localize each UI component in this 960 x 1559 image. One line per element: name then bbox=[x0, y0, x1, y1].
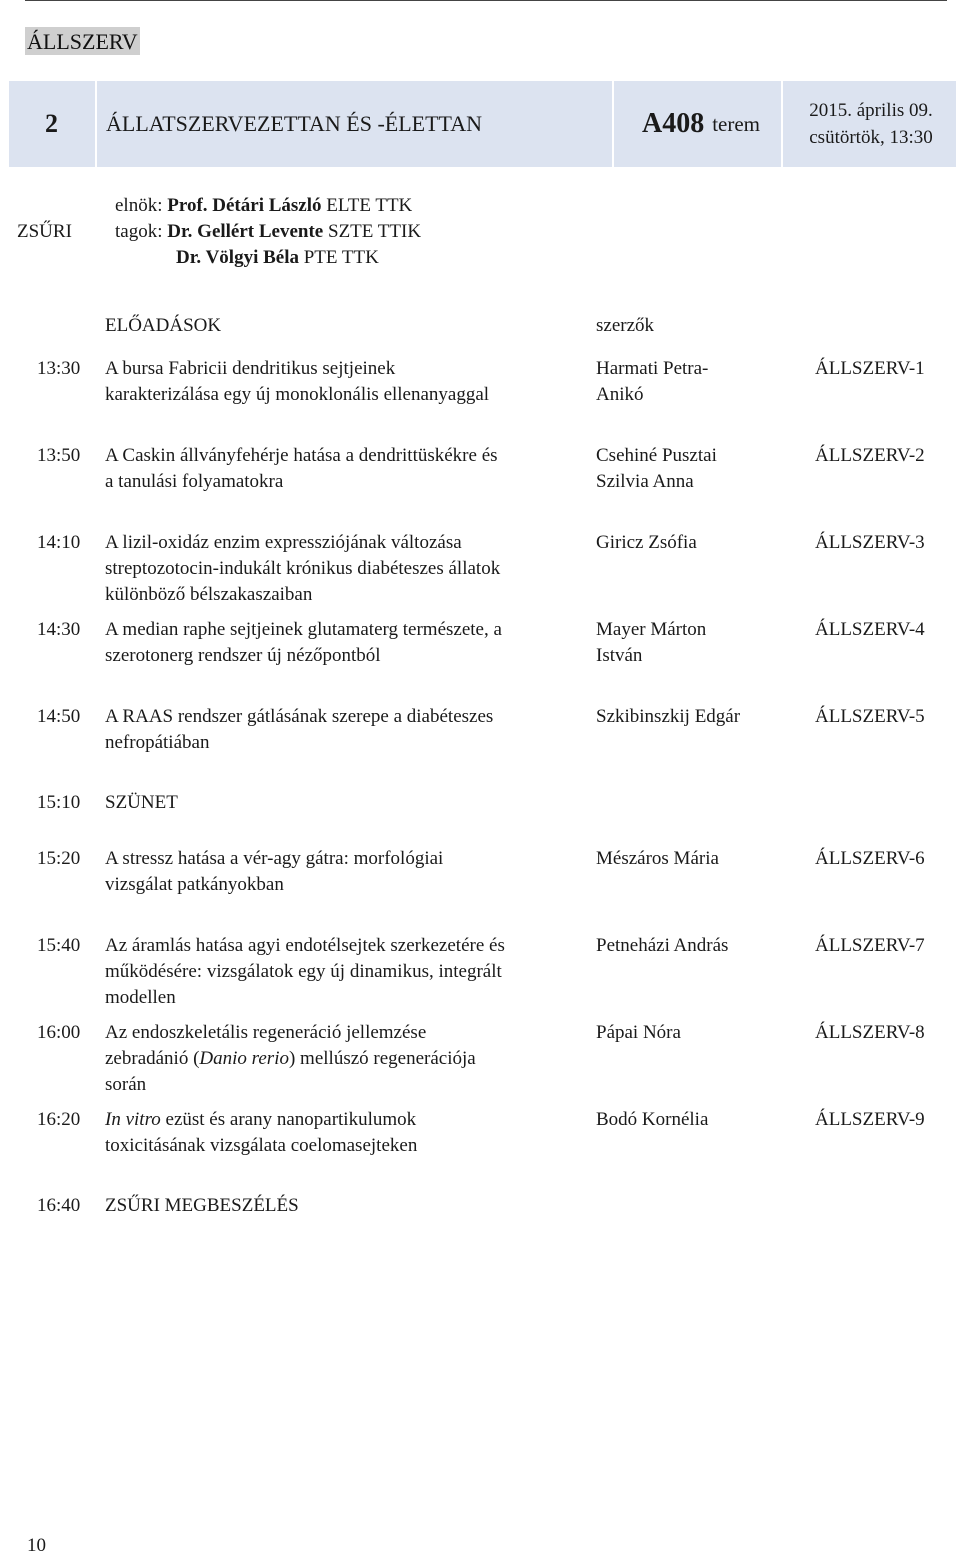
talk-code: ÁLLSZERV-7 bbox=[815, 935, 925, 956]
talk-time: 16:20 bbox=[37, 1109, 81, 1130]
talk-authors bbox=[596, 443, 796, 495]
talk-title bbox=[105, 933, 580, 1011]
section-title: ÁLLATSZERVEZETTAN ÉS -ÉLETTAN bbox=[106, 111, 482, 136]
room-word: terem bbox=[712, 112, 761, 136]
talk-title-line: A lizil-oxidáz enzim expressziójának változása bbox=[105, 532, 462, 553]
jury-list bbox=[115, 193, 421, 271]
talk-time: 14:10 bbox=[37, 532, 81, 553]
column-header-authors: szerzők bbox=[596, 315, 655, 336]
talk-title-line: A RAAS rendszer gátlásának szerepe a diabéteszes bbox=[105, 706, 494, 727]
talk-time: 16:00 bbox=[37, 1022, 81, 1043]
talk-authors bbox=[596, 933, 796, 959]
talk-title-line: toxicitásának vizsgálata coelomasejteken bbox=[105, 1135, 418, 1156]
jury-chair-name: Prof. Détári László bbox=[167, 195, 322, 216]
species-name: Danio rerio bbox=[199, 1048, 289, 1069]
talk-author-line: Szkibinszkij Edgár bbox=[596, 706, 741, 727]
talk-title bbox=[105, 1020, 580, 1098]
talk-title-line: modellen bbox=[105, 987, 176, 1008]
latin-term: In vitro bbox=[105, 1109, 161, 1130]
talk-code: ÁLLSZERV-5 bbox=[815, 706, 925, 727]
jury-chair bbox=[115, 193, 421, 219]
talk-code: ÁLLSZERV-1 bbox=[815, 358, 925, 379]
page-number: 10 bbox=[27, 1535, 46, 1556]
jury-meeting-label: ZSŰRI MEGBESZÉLÉS bbox=[105, 1195, 299, 1216]
break-label: SZÜNET bbox=[105, 792, 178, 813]
talk-title-line: különböző bélszakaszaiban bbox=[105, 584, 313, 605]
talk-author-line: Bodó Kornélia bbox=[596, 1109, 709, 1130]
jury-meeting-time: 16:40 bbox=[37, 1195, 81, 1216]
jury-chair-prefix: elnök: bbox=[115, 195, 163, 216]
talk-title bbox=[105, 443, 580, 495]
talk-time: 13:50 bbox=[37, 445, 81, 466]
talk-title-line: streptozotocin-indukált krónikus diabéteszes állatok bbox=[105, 558, 501, 579]
talk-time: 14:50 bbox=[37, 706, 81, 727]
talk-code: ÁLLSZERV-2 bbox=[815, 445, 925, 466]
talk-title-line: során bbox=[105, 1074, 147, 1095]
jury-members-prefix: tagok: bbox=[115, 221, 163, 242]
talk-title-line: karakterizálása egy új monoklonális ellenanyaggal bbox=[105, 384, 490, 405]
talk-author-line: Mayer Márton bbox=[596, 619, 707, 640]
session-date: 2015. április 09. bbox=[809, 100, 933, 121]
talk-title-line: A bursa Fabricii dendritikus sejtjeinek bbox=[105, 358, 396, 379]
column-header-talks: ELŐADÁSOK bbox=[105, 315, 222, 336]
talk-authors bbox=[596, 704, 796, 730]
talk-title bbox=[105, 1107, 580, 1159]
talk-title bbox=[105, 846, 580, 898]
talk-title-line: működésére: vizsgálatok egy új dinamikus, integrált bbox=[105, 961, 502, 982]
talk-title bbox=[105, 530, 580, 608]
talk-authors bbox=[596, 356, 796, 408]
talk-time: 15:20 bbox=[37, 848, 81, 869]
talk-title-line: A Caskin állványfehérje hatása a dendrittüskékre és bbox=[105, 445, 498, 466]
talk-title-line: vizsgálat patkányokban bbox=[105, 874, 284, 895]
talk-author-line: Giricz Zsófia bbox=[596, 532, 697, 553]
talk-title-line: A stressz hatása a vér-agy gátra: morfológiai bbox=[105, 848, 444, 869]
talk-author-line: István bbox=[596, 645, 643, 666]
talk-author-line: Szilvia Anna bbox=[596, 471, 694, 492]
talk-title-line: a tanulási folyamatokra bbox=[105, 471, 284, 492]
jury-chair-inst: ELTE TTK bbox=[326, 195, 413, 216]
talk-author-line: Csehiné Pusztai bbox=[596, 445, 717, 466]
talk-time: 15:40 bbox=[37, 935, 81, 956]
jury-member bbox=[115, 245, 421, 271]
talk-title-line: Az endoszkeletális regeneráció jellemzése bbox=[105, 1022, 427, 1043]
talk-title-line bbox=[105, 1107, 580, 1133]
talk-title-part: ezüst és arany nanopartikulumok bbox=[160, 1109, 417, 1130]
talk-authors bbox=[596, 1020, 796, 1046]
talk-code: ÁLLSZERV-9 bbox=[815, 1109, 925, 1130]
talk-author-line: Pápai Nóra bbox=[596, 1022, 681, 1043]
jury-member bbox=[115, 219, 421, 245]
talk-authors bbox=[596, 1107, 796, 1133]
talk-authors bbox=[596, 617, 796, 669]
talk-title bbox=[105, 617, 580, 669]
talk-authors bbox=[596, 846, 796, 872]
talk-time: 14:30 bbox=[37, 619, 81, 640]
talk-authors bbox=[596, 530, 796, 556]
talk-title-line: A median raphe sejtjeinek glutamaterg természete, a bbox=[105, 619, 502, 640]
header-divider bbox=[781, 81, 783, 167]
header-divider bbox=[612, 81, 614, 167]
jury-label: ZSŰRI bbox=[17, 221, 72, 242]
jury-member-inst: SZTE TTIK bbox=[328, 221, 422, 242]
talk-title-line: nefropátiában bbox=[105, 732, 210, 753]
talk-time: 13:30 bbox=[37, 358, 81, 379]
talk-title-line: Az áramlás hatása agyi endotélsejtek szerkezetére és bbox=[105, 935, 505, 956]
talk-author-line: Anikó bbox=[596, 384, 644, 405]
talk-code: ÁLLSZERV-4 bbox=[815, 619, 925, 640]
talk-title-part: zebradánió ( bbox=[105, 1048, 200, 1069]
talk-title-line bbox=[105, 1046, 580, 1072]
jury-member-name: Dr. Völgyi Béla bbox=[176, 247, 299, 268]
top-rule bbox=[25, 0, 947, 1]
talk-code: ÁLLSZERV-3 bbox=[815, 532, 925, 553]
talk-title-line: szerotonerg rendszer új nézőpontból bbox=[105, 645, 381, 666]
talk-author-line: Mészáros Mária bbox=[596, 848, 719, 869]
talk-author-line: Petneházi András bbox=[596, 935, 729, 956]
talk-title bbox=[105, 356, 580, 408]
section-number: 2 bbox=[45, 109, 58, 138]
header-divider bbox=[95, 81, 97, 167]
jury-member-name: Dr. Gellért Levente bbox=[167, 221, 324, 242]
session-datetime bbox=[791, 81, 951, 167]
room-code: A408 bbox=[641, 108, 705, 139]
session-day-time: csütörtök, 13:30 bbox=[809, 127, 933, 148]
talk-author-line: Harmati Petra- bbox=[596, 358, 709, 379]
break-time: 15:10 bbox=[37, 792, 81, 813]
section-header-band bbox=[9, 81, 956, 167]
talk-title bbox=[105, 704, 580, 756]
room bbox=[621, 81, 781, 167]
talk-code: ÁLLSZERV-8 bbox=[815, 1022, 925, 1043]
talk-code: ÁLLSZERV-6 bbox=[815, 848, 925, 869]
section-tag: ÁLLSZERV bbox=[27, 29, 138, 54]
talk-title-part: ) mellúszó regenerációja bbox=[288, 1048, 476, 1069]
jury-member-inst: PTE TTK bbox=[303, 247, 379, 268]
